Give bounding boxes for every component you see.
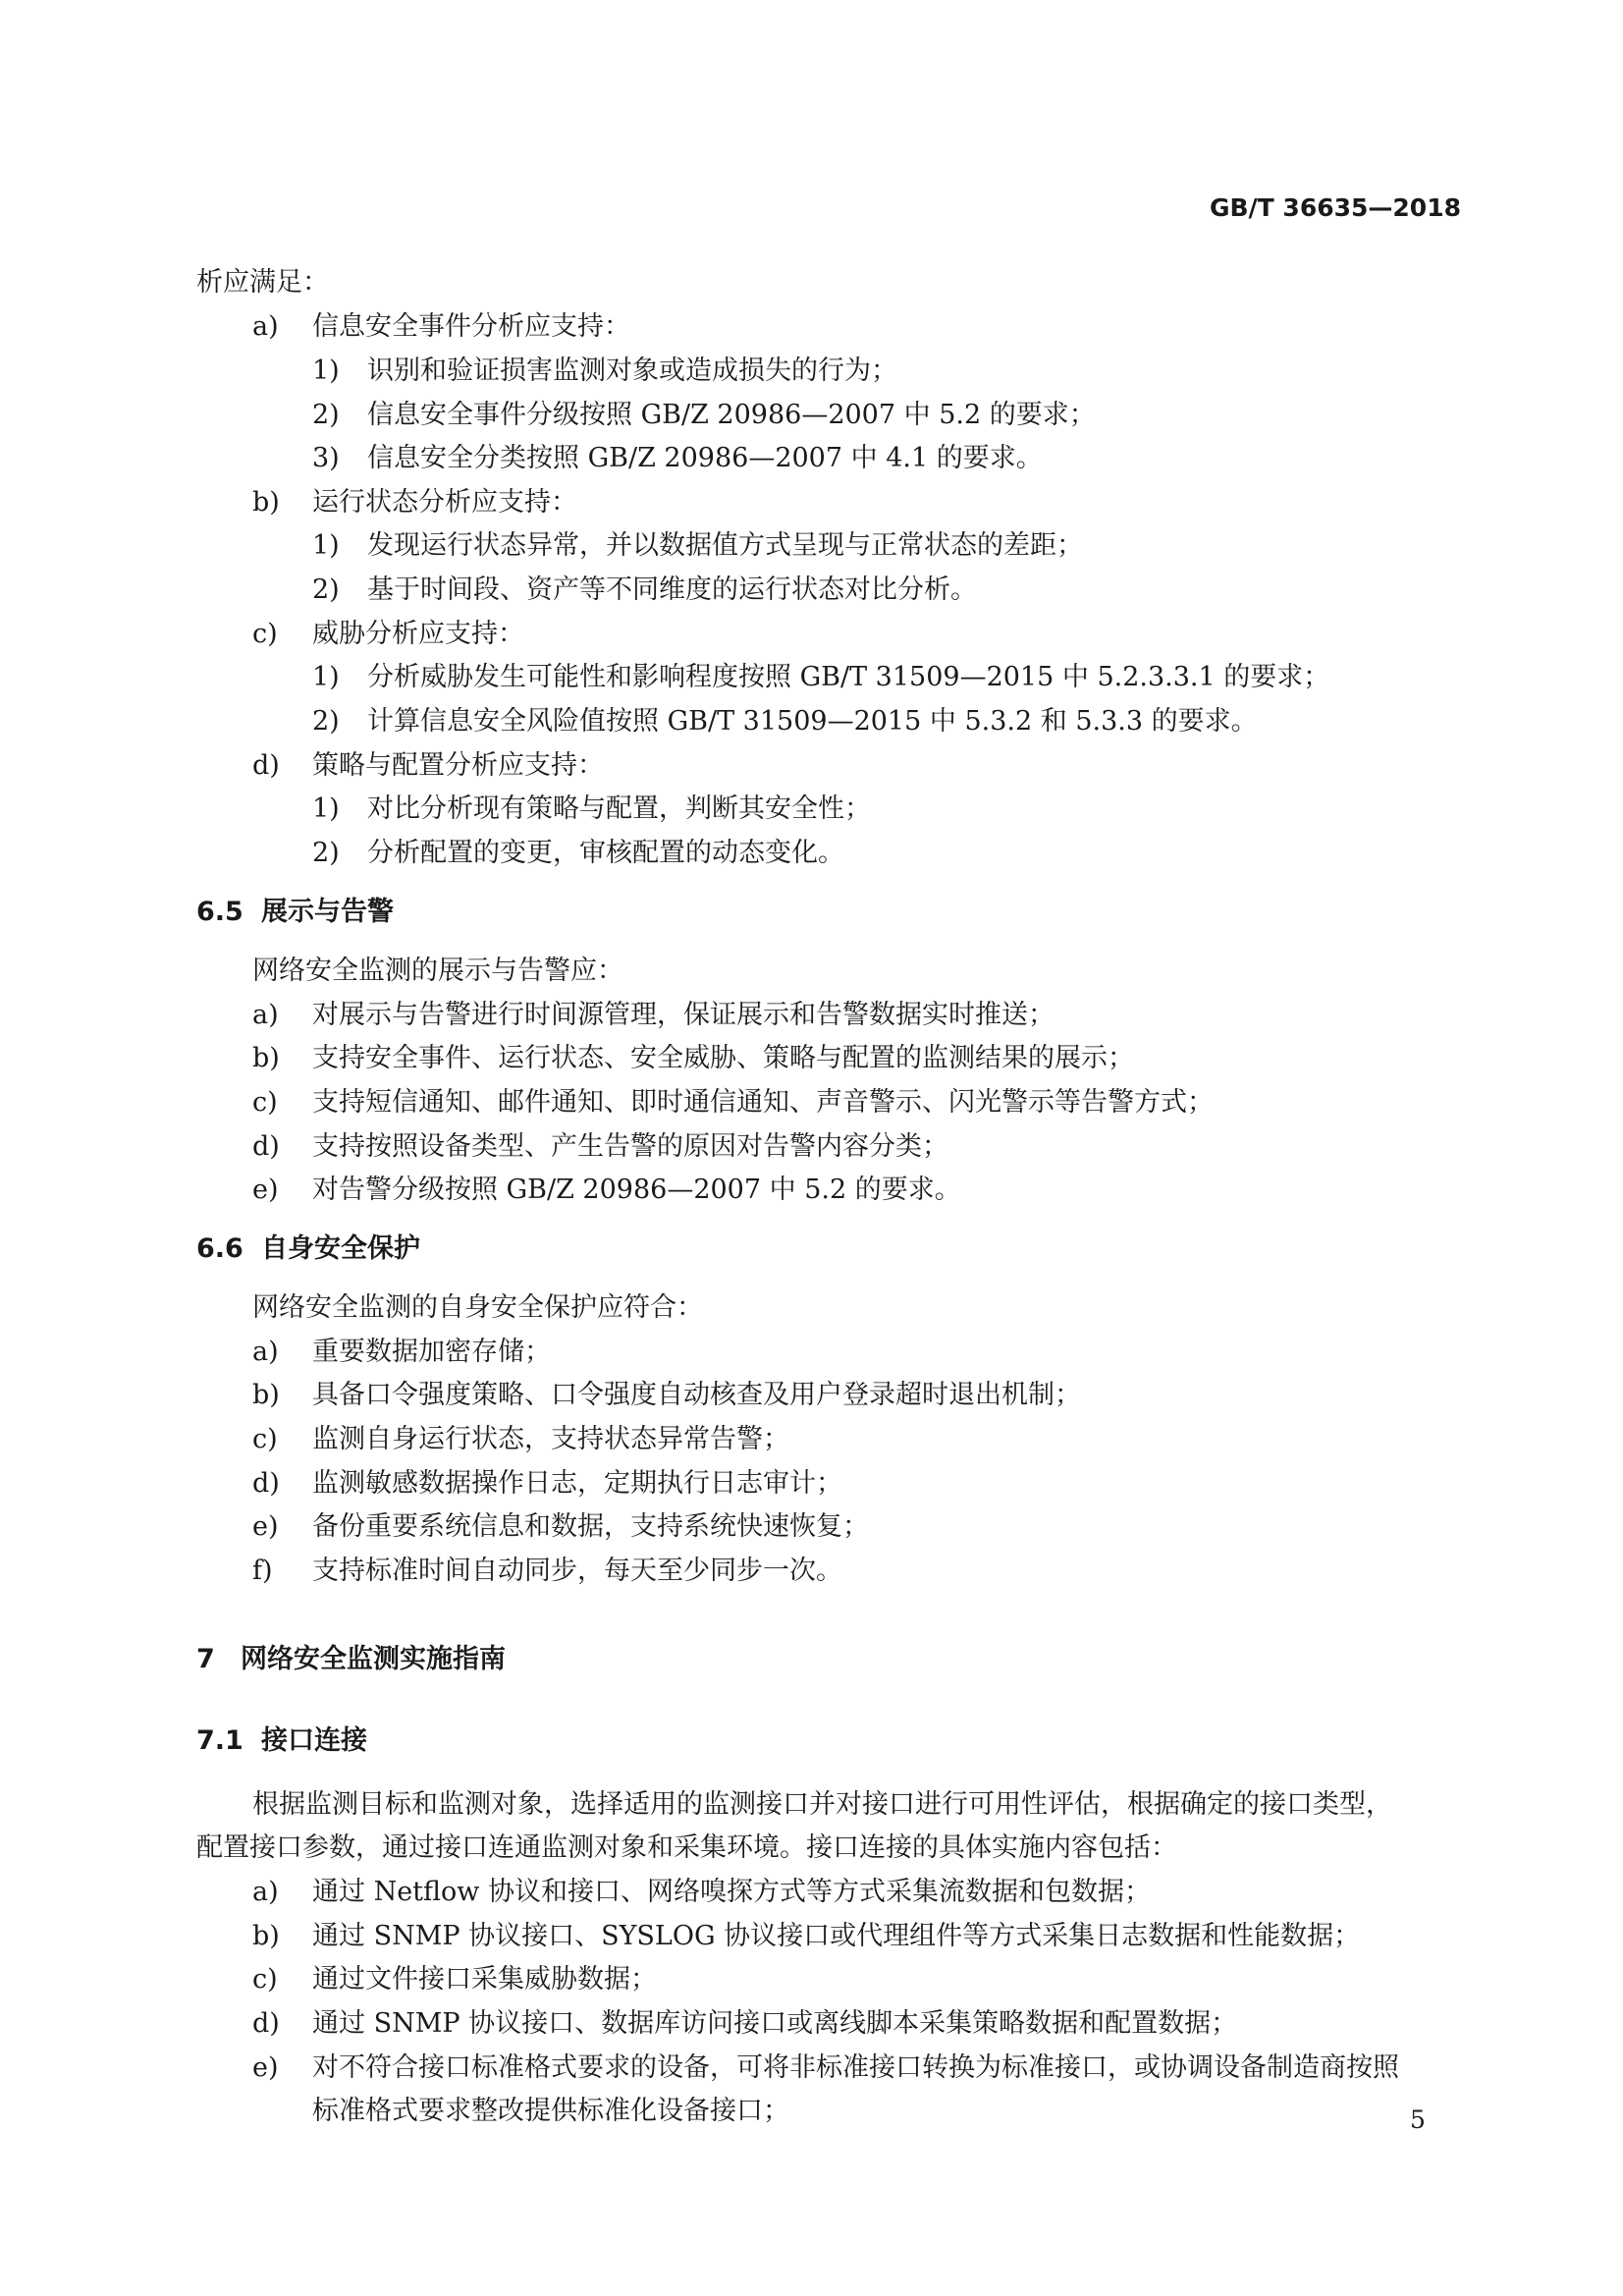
sub-marker: 2) (312, 574, 340, 605)
sub-text: 计算信息安全风险值按照 GB/T 31509—2015 中 5.3.2 和 5.3.3 的要求。 (367, 706, 1258, 737)
sub-text: 对比分析现有策略与配置，判断其安全性； (367, 793, 871, 824)
chapter-number: 7 (196, 1644, 215, 1674)
item-marker: a) (252, 1337, 279, 1367)
chapter-title: 网络安全监测实施指南 (241, 1644, 506, 1674)
item-text: 监测敏感数据操作日志，定期执行日志审计； (312, 1468, 842, 1499)
section-number: 6.6 (196, 1233, 243, 1264)
sub-text: 信息安全事件分级按照 GB/Z 20986—2007 中 5.2 的要求； (367, 400, 1096, 430)
item-marker: b) (252, 487, 280, 518)
sub-text: 信息安全分类按照 GB/Z 20986—2007 中 4.1 的要求。 (367, 443, 1043, 473)
item-marker: d) (252, 1468, 280, 1499)
item-marker: b) (252, 1380, 280, 1410)
sub-text: 分析威胁发生可能性和影响程度按照 GB/T 31509—2015 中 5.2.3.3.1 的要求； (367, 662, 1330, 692)
item-marker: f) (252, 1556, 273, 1586)
sub-marker: 1) (312, 355, 340, 386)
item-text: 通过 SNMP 协议接口、SYSLOG 协议接口或代理组件等方式采集日志数据和性能数据； (312, 1921, 1361, 1951)
item-marker: e) (252, 1511, 279, 1542)
sub-marker: 2) (312, 838, 340, 868)
section-number: 7.1 (196, 1725, 243, 1756)
page-number: 5 (1410, 2105, 1426, 2134)
item-marker: a) (252, 1877, 279, 1907)
item-text: 支持按照设备类型、产生告警的原因对告警内容分类； (312, 1131, 948, 1162)
section-intro: 网络安全监测的自身安全保护应符合： (252, 1292, 703, 1323)
item-text: 通过 Netflow 协议和接口、网络嗅探方式等方式采集流数据和包数据； (312, 1877, 1151, 1907)
sub-text: 基于时间段、资产等不同维度的运行状态对比分析。 (367, 574, 977, 605)
item-marker: d) (252, 2008, 280, 2039)
item-text: 通过 SNMP 协议接口、数据库访问接口或离线脚本采集策略数据和配置数据； (312, 2008, 1238, 2039)
item-continuation: 标准格式要求整改提供标准化设备接口； (312, 2096, 789, 2126)
paragraph-line: 配置接口参数，通过接口连通监测对象和采集环境。接口连接的具体实施内容包括： (196, 1832, 1177, 1863)
section-number: 6.5 (196, 897, 243, 927)
item-marker: e) (252, 1175, 279, 1205)
item-text: 运行状态分析应支持： (312, 487, 577, 518)
item-text: 支持标准时间自动同步，每天至少同步一次。 (312, 1556, 842, 1586)
item-text: 通过文件接口采集威胁数据； (312, 1964, 657, 1995)
item-text: 信息安全事件分析应支持： (312, 311, 630, 342)
item-marker: c) (252, 1424, 278, 1454)
section-title: 自身安全保护 (261, 1233, 420, 1264)
sub-marker: 1) (312, 662, 340, 692)
section-title: 接口连接 (261, 1725, 367, 1756)
section-intro: 网络安全监测的展示与告警应： (252, 956, 623, 986)
item-text: 威胁分析应支持： (312, 619, 524, 649)
sub-marker: 2) (312, 400, 340, 430)
item-marker: c) (252, 619, 278, 649)
item-marker: a) (252, 311, 279, 342)
item-text: 支持短信通知、邮件通知、即时通信通知、声音警示、闪光警示等告警方式； (312, 1087, 1214, 1118)
sub-text: 发现运行状态异常，并以数据值方式呈现与正常状态的差距； (367, 530, 1083, 561)
item-text: 对不符合接口标准格式要求的设备，可将非标准接口转换为标准接口，或协调设备制造商按照 (312, 2052, 1399, 2083)
sub-text: 分析配置的变更，审核配置的动态变化。 (367, 838, 844, 868)
item-marker: d) (252, 750, 280, 781)
item-text: 对展示与告警进行时间源管理，保证展示和告警数据实时推送； (312, 1000, 1055, 1030)
sub-marker: 3) (312, 443, 340, 473)
item-text: 备份重要系统信息和数据，支持系统快速恢复； (312, 1511, 869, 1542)
item-text: 重要数据加密存储； (312, 1337, 551, 1367)
paragraph-line: 根据监测目标和监测对象，选择适用的监测接口并对接口进行可用性评估，根据确定的接口类型， (252, 1789, 1392, 1820)
sub-marker: 2) (312, 706, 340, 737)
item-marker: c) (252, 1964, 278, 1995)
item-marker: e) (252, 2052, 279, 2083)
item-marker: b) (252, 1043, 280, 1073)
sub-text: 识别和验证损害监测对象或造成损失的行为； (367, 355, 897, 386)
section-title: 展示与告警 (261, 897, 394, 927)
item-marker: d) (252, 1131, 280, 1162)
item-text: 具备口令强度策略、口令强度自动核查及用户登录超时退出机制； (312, 1380, 1081, 1410)
sub-marker: 1) (312, 793, 340, 824)
intro-fragment: 析应满足： (196, 267, 329, 298)
item-text: 策略与配置分析应支持： (312, 750, 604, 781)
sub-marker: 1) (312, 530, 340, 561)
item-text: 支持安全事件、运行状态、安全威胁、策略与配置的监测结果的展示； (312, 1043, 1134, 1073)
item-text: 监测自身运行状态，支持状态异常告警； (312, 1424, 789, 1454)
item-text: 对告警分级按照 GB/Z 20986—2007 中 5.2 的要求。 (312, 1175, 961, 1205)
standard-id-header: GB/T 36635—2018 (1209, 193, 1461, 222)
item-marker: a) (252, 1000, 279, 1030)
item-marker: c) (252, 1087, 278, 1118)
item-marker: b) (252, 1921, 280, 1951)
